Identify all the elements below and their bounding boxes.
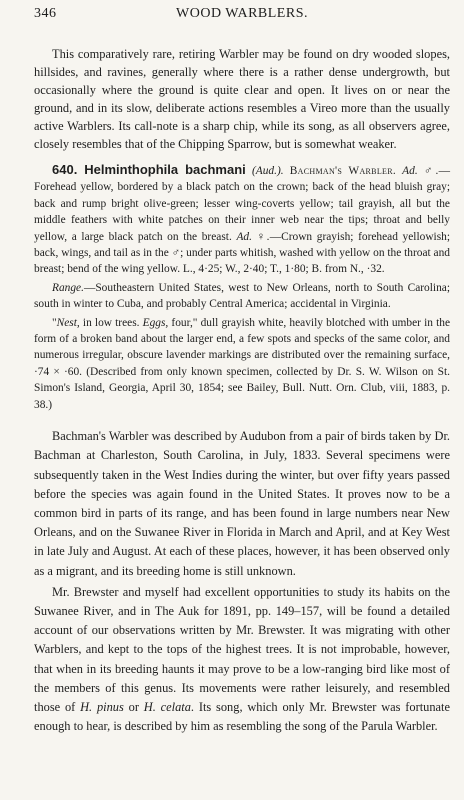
nest-label: Nest, (56, 316, 80, 329)
range-text: —Southeastern United States, west to New Orleans, north to South Carolina; south in winter to Cuba, and probably Central America; accidental in Virginia. (34, 281, 450, 311)
body-paragraph-2-part-1: Mr. Brewster and myself had excellent opportunities to study its habits on the Suwanee River, and in The Auk for 1891, pp. 149–157, will be found a detailed account of our observations written by Mr. Brewster. It was migrating with other Warblers, and kept to the tops of the highest trees. It is not improbable, however, that when in its breeding haunts it may prove to be a low-ranging bird like most of the members of this genus. Its movements were rather leisurely, and resembled those of (34, 584, 450, 714)
range-label: Range. (52, 281, 84, 294)
nest-open-quote: " (52, 316, 57, 329)
eggs-label: Eggs, (142, 316, 169, 329)
nest-text: in low trees. (79, 316, 143, 329)
adult-female-description: —Crown grayish; forehead yellowish; back, wings, and tail as in the ♂; under parts whitish, washed with yellow on the throat and breast; bend of the wing yellow. L., 4·25; W., 2·40; T., 1·80; B. from N., ·32. (34, 230, 451, 276)
body-paragraph-1: Bachman's Warbler was described by Audubon from a pair of birds taken by Dr. Bachman at Charleston, South Carolina, in July, 1833. Several specimens were subsequently taken in the West Indies during the winter, but over fifty years passed before the species was again found in the United States. It proves now to be a common bird in parts of its range, and has been found in large numbers near New Orleans, and on the Suwanee River in Florida in March and April, and at Key West in late July and August. At each of these places, however, it has been observed only as a migrant, and its breeding home is still unknown. (34, 429, 450, 578)
range-paragraph (34, 280, 450, 313)
conjunction-or: or (123, 699, 144, 714)
running-head (34, 6, 450, 32)
species-ref-celata: H. celata (143, 699, 191, 714)
species-common-name: Bachman's Warbler. (289, 165, 396, 177)
adult-female-label: Ad. ♀. (236, 230, 270, 243)
page-number: 346 (34, 6, 57, 21)
species-authority: (Aud.). (251, 165, 284, 177)
body-paragraph-2-part-2: . Its song, which only Mr. Brewster was fortunate enough to hear, is described by him as resembling the song of the Parula Warbler. (34, 699, 450, 734)
species-entry (34, 162, 450, 278)
running-title: WOOD WARBLERS. (176, 6, 308, 21)
nest-eggs-paragraph (34, 315, 450, 413)
adult-male-label: Ad. ♂. (402, 165, 439, 177)
eggs-text: four," dull grayish white, heavily blotched with umber in the form of a broken band about the larger end, a few spots and specks of the same color, and numerous irregular, obscure lavender markings are distributed over the remaining surface, ·74 × ·60. (Described from only known specimen, collected by Dr. S. W. Wilson on St. Simon's Island, Georgia, April 30, 1854; see Bailey, Bull. Nutt. Orn. Club, viii, 1883, p. 38.) (34, 316, 451, 411)
adult-male-description: —Forehead yellow, bordered by a black patch on the crown; back of the head bluish gray; back and rump bright olive-green; lesser wing-coverts yellow; tail grayish, all but the middle feathers with white patches on their inner web near the tips; throat and belly yellow, a large black patch on the breast. (34, 165, 450, 243)
species-number-and-name: 640. Helminthophila bachmani (52, 162, 246, 177)
species-ref-pinus: H. pinus (80, 699, 124, 714)
body-paragraph-2 (34, 583, 450, 737)
intro-paragraph: This comparatively rare, retiring Warbler may be found on dry wooded slopes, hillsides, and ravines, generally where there is a rather dense undergrowth, but occasionally where the ground is quite clear and open. It lives on or near the ground, and in its slow, deliberate actions resembles a Vireo more than the usually active Warblers. Its call-note is a sharp chip, while its song, as all observers agree, closely resembles that of the Chipping Sparrow, but is somewhat weaker. (34, 47, 450, 151)
